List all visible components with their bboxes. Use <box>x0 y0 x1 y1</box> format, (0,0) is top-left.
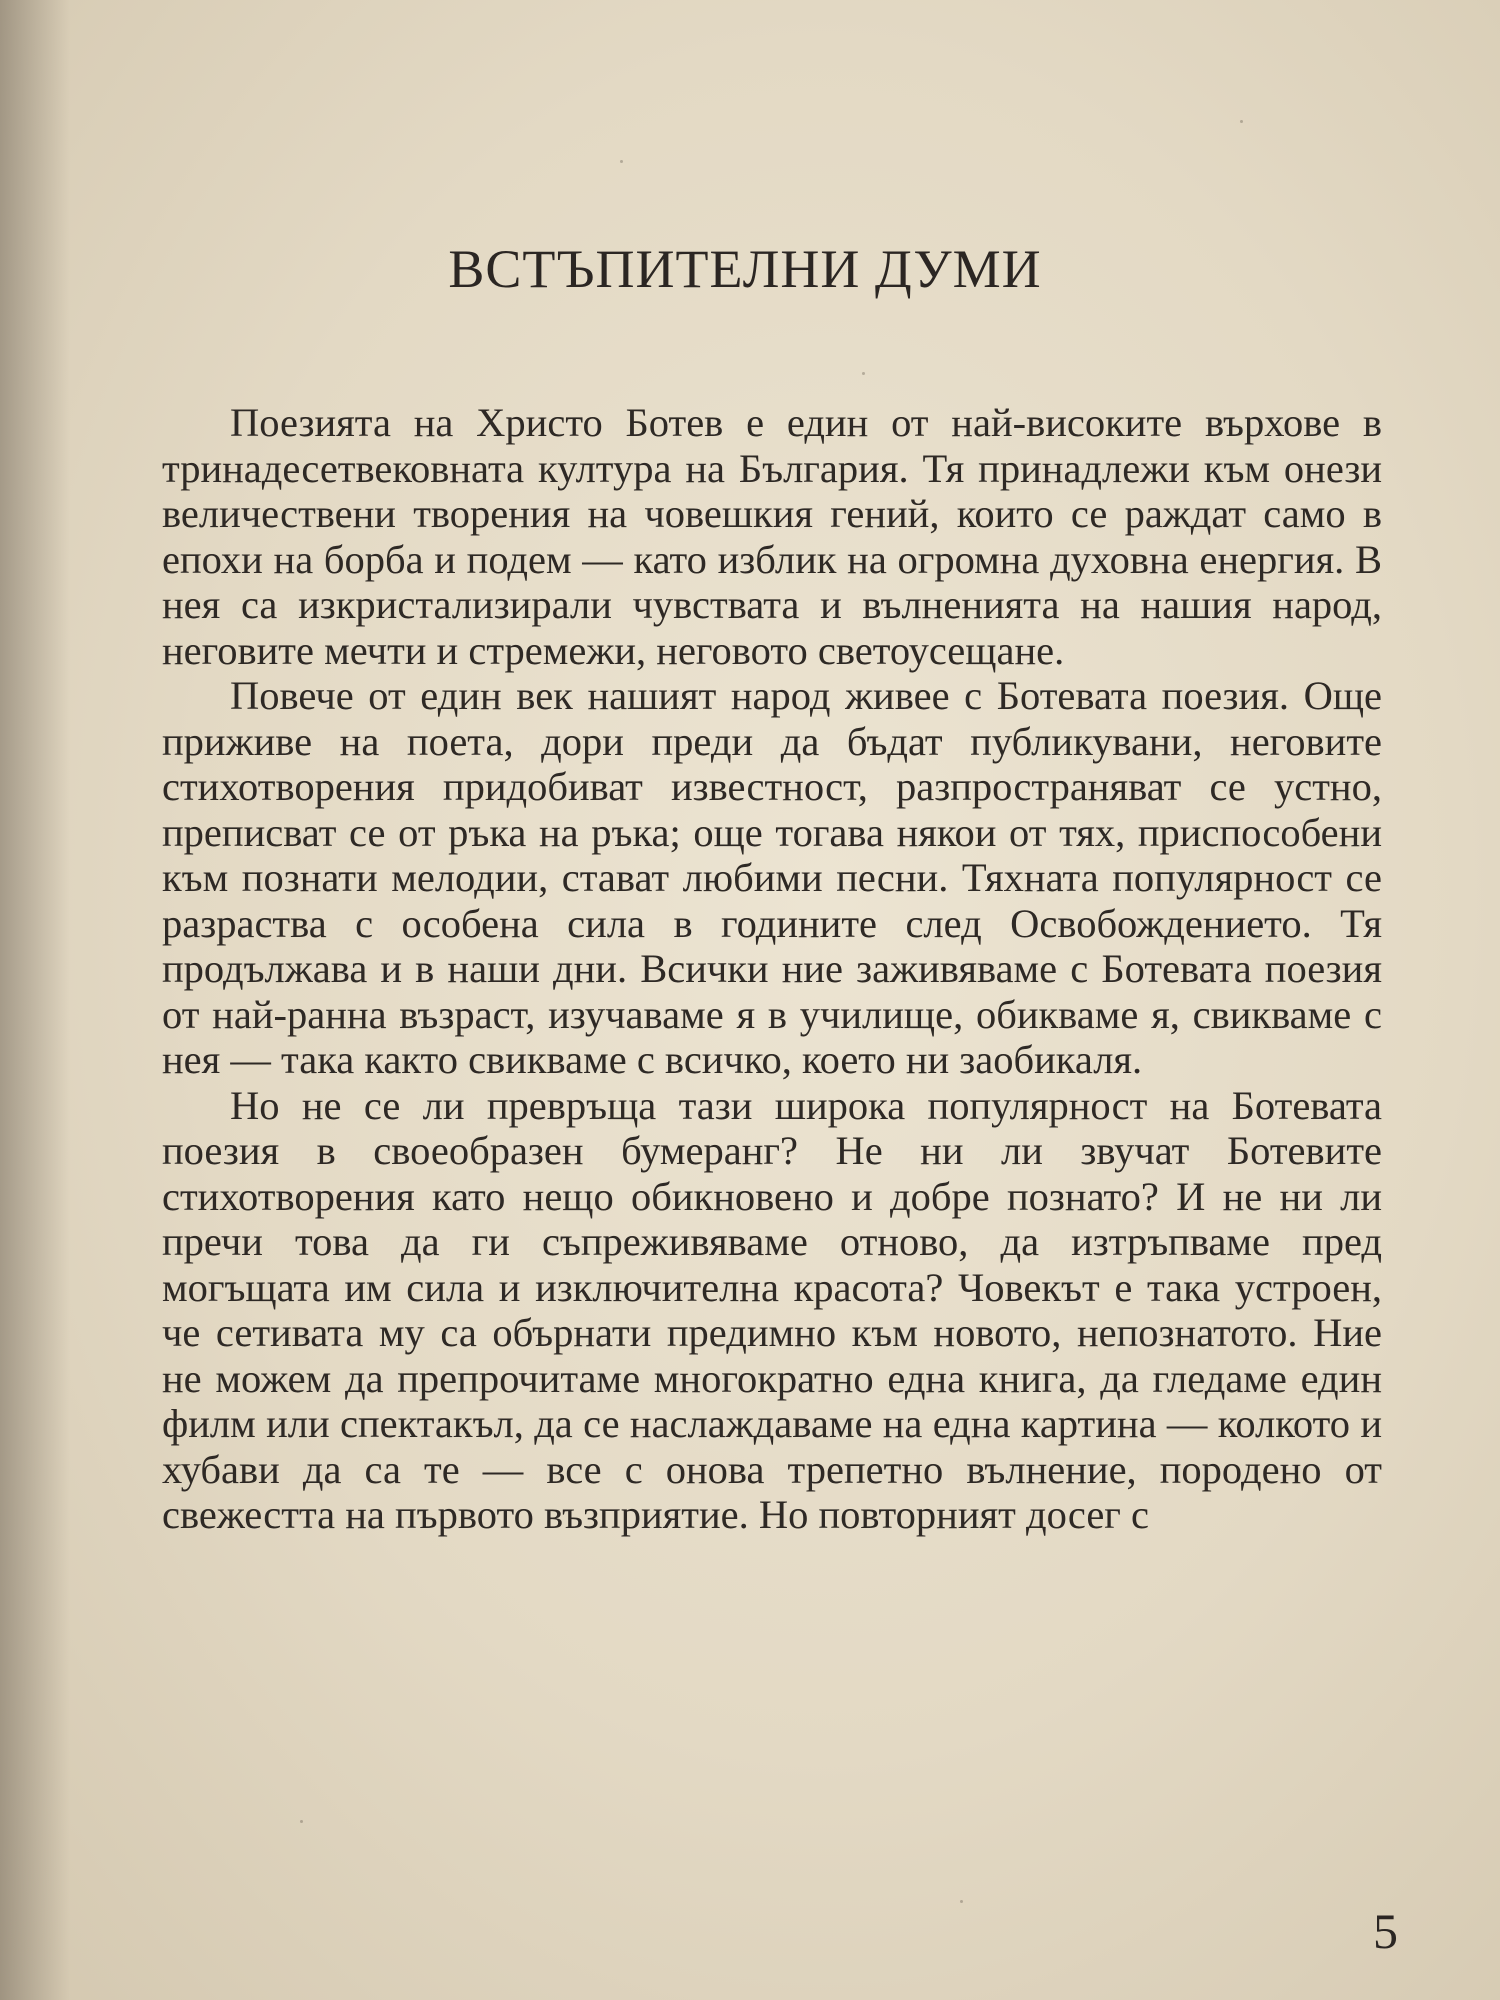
paper-fleck <box>300 1820 303 1823</box>
paper-fleck <box>862 372 865 375</box>
body-text <box>162 400 1382 1538</box>
paper-fleck <box>1240 120 1243 123</box>
paragraph: Но не се ли превръща тази широка популярност на Ботевата поезия в своеобразен бумеранг? Не ни ли звучат Ботевите стихотворения като нещо обикновено и добре познато? И не ни ли пречи това да ги съпреживяваме отново, да изтръпваме пред могъщата им сила и изключителна красота? Човекът е така устроен, че сетивата му са обърнати предимно към новото, непознатото. Ние не можем да препрочитаме многократно една книга, да гледаме един филм или спектакъл, да се наслаждаваме на една картина — колкото и хубави да са те — все с онова трепетно вълнение, породено от свежестта на първото възприятие. Но повторният досег с <box>162 1082 1382 1537</box>
paper-fleck <box>620 160 623 163</box>
chapter-heading: ВСТЪПИТЕЛНИ ДУМИ <box>448 239 1042 299</box>
paragraph: Поезията на Христо Ботев е един от най-високите върхове в тринадесетвековната култура на България. Тя принадлежи към онези величествени творения на човешкия гений, които се раждат само в епохи на борба и подем — като изблик на огромна духовна енергия. В нея са изкристализирали чувствата и вълненията на нашия народ, неговите мечти и стремежи, неговото светоусещане. <box>162 400 1382 673</box>
paragraph: Повече от един век нашият народ живее с Ботевата поезия. Още приживе на поета, дори преди да бъдат публикувани, неговите стихотворения придобиват известност, разпространяват се устно, преписват се от ръка на ръка; още тогава някои от тях, приспособени към познати мелодии, стават любими песни. Тяхната популярност се разраства с особена сила в годините след Освобождението. Тя продължава и в наши дни. Всички ние заживяваме с Ботевата поезия от най-ранна възраст, изучаваме я в училище, обикваме я, свикваме с нея — така както свикваме с всичко, което ни заобикаля. <box>162 673 1382 1082</box>
gutter-shadow <box>0 0 70 2000</box>
paper-fleck <box>960 1900 963 1903</box>
page-number: 5 <box>1373 1903 1398 1959</box>
